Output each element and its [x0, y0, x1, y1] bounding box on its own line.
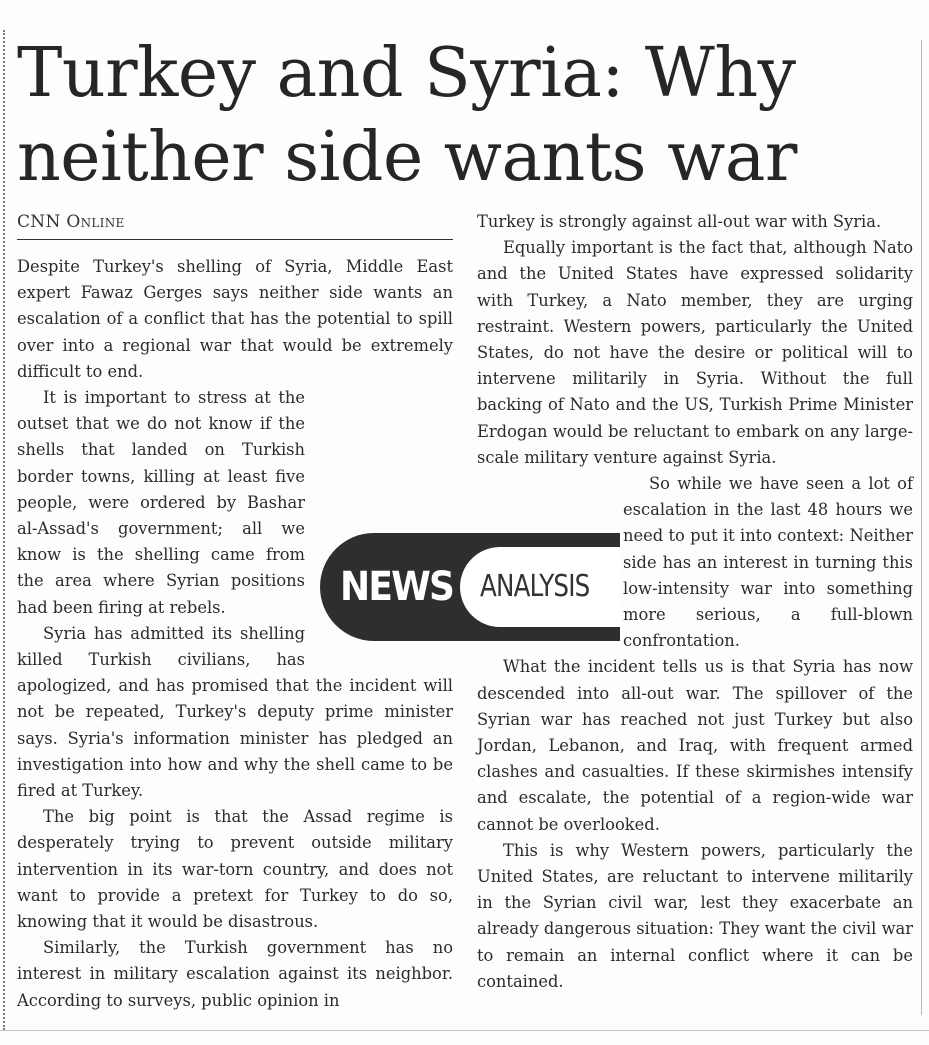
- paragraph: What the incident tells us is that Syria has now descended into all-out war. The spillover of the Syrian war has reached not just Turkey but also Jordan, Lebanon, and Iraq, with frequent armed clashes and casualties. If these skirmishes intensify and escalate, the potential of a region-wide war cannot be overlooked.: [477, 657, 913, 834]
- paragraph: It is important to stress at the outset that we do not know if the shells that landed on Turkish border towns, killing at least five people, were ordered by Bashar al-Assad's government; all we know is the shelling came from the area where Syrian positions had been firing at rebels.: [17, 388, 305, 617]
- cut-line-divider: [3, 30, 5, 1030]
- paragraph: Equally important is the fact that, although Nato and the United States have expressed solidarity with Turkey, a Nato member, they are urging restraint. Western powers, particularly the United States, do not have the desire or political will to intervene militarily in Syria. Without the full backing of Nato and the US, Turkish Prime Minister Erdogan would be reluctant to embark on any large-scale military venture against Syria.: [477, 238, 913, 467]
- paragraph: This is why Western powers, particularly the United States, are reluctant to intervene militarily in the Syrian civil war, lest they exacerbate an already dangerous situation: They want the civil war to remain an internal conflict where it can be contained.: [477, 840, 913, 991]
- source-byline: CNN Online: [17, 211, 453, 240]
- paragraph: Turkey is strongly against all-out war with Syria.: [477, 212, 882, 231]
- paragraph: Despite Turkey's shelling of Syria, Middle East expert Fawaz Gerges says neither side wants an escalation of a conflict that has the potential to spill over into a regional war that would be extremely difficult to end.: [17, 257, 453, 381]
- news-analysis-callout: [320, 533, 620, 641]
- column-rule: [921, 40, 922, 1015]
- headline: Turkey and Syria: Why neither side wants war: [17, 34, 797, 197]
- bottom-rule: [0, 1030, 929, 1031]
- paragraph: The big point is that the Assad regime is desperately trying to prevent outside military intervention in its war-torn country, and does not want to provide a pretext for Turkey to do so, knowing that it would be disastrous.: [17, 807, 453, 932]
- callout-analysis-label: ANALYSIS: [480, 569, 590, 604]
- callout-news-label: NEWS: [340, 564, 454, 610]
- paragraph: Similarly, the Turkish government has no interest in military escalation against its neighbor. According to surveys, public opinion in: [17, 938, 453, 1010]
- paragraph: So while we have seen a lot of escalation in the last 48 hours we need to put it into context: Neither side has an interest in turning this low-intensity war into something more serious, a full-blown confrontation.: [623, 474, 913, 651]
- paragraph: Syria has admitted its shelling killed Turkish civilians, has apologized, and has promised that the incident will not be repeated, Turkey's deputy prime minister says. Syria's information minister has pledged an investigation into how and why the shell came to be fired at Turkey.: [17, 623, 453, 801]
